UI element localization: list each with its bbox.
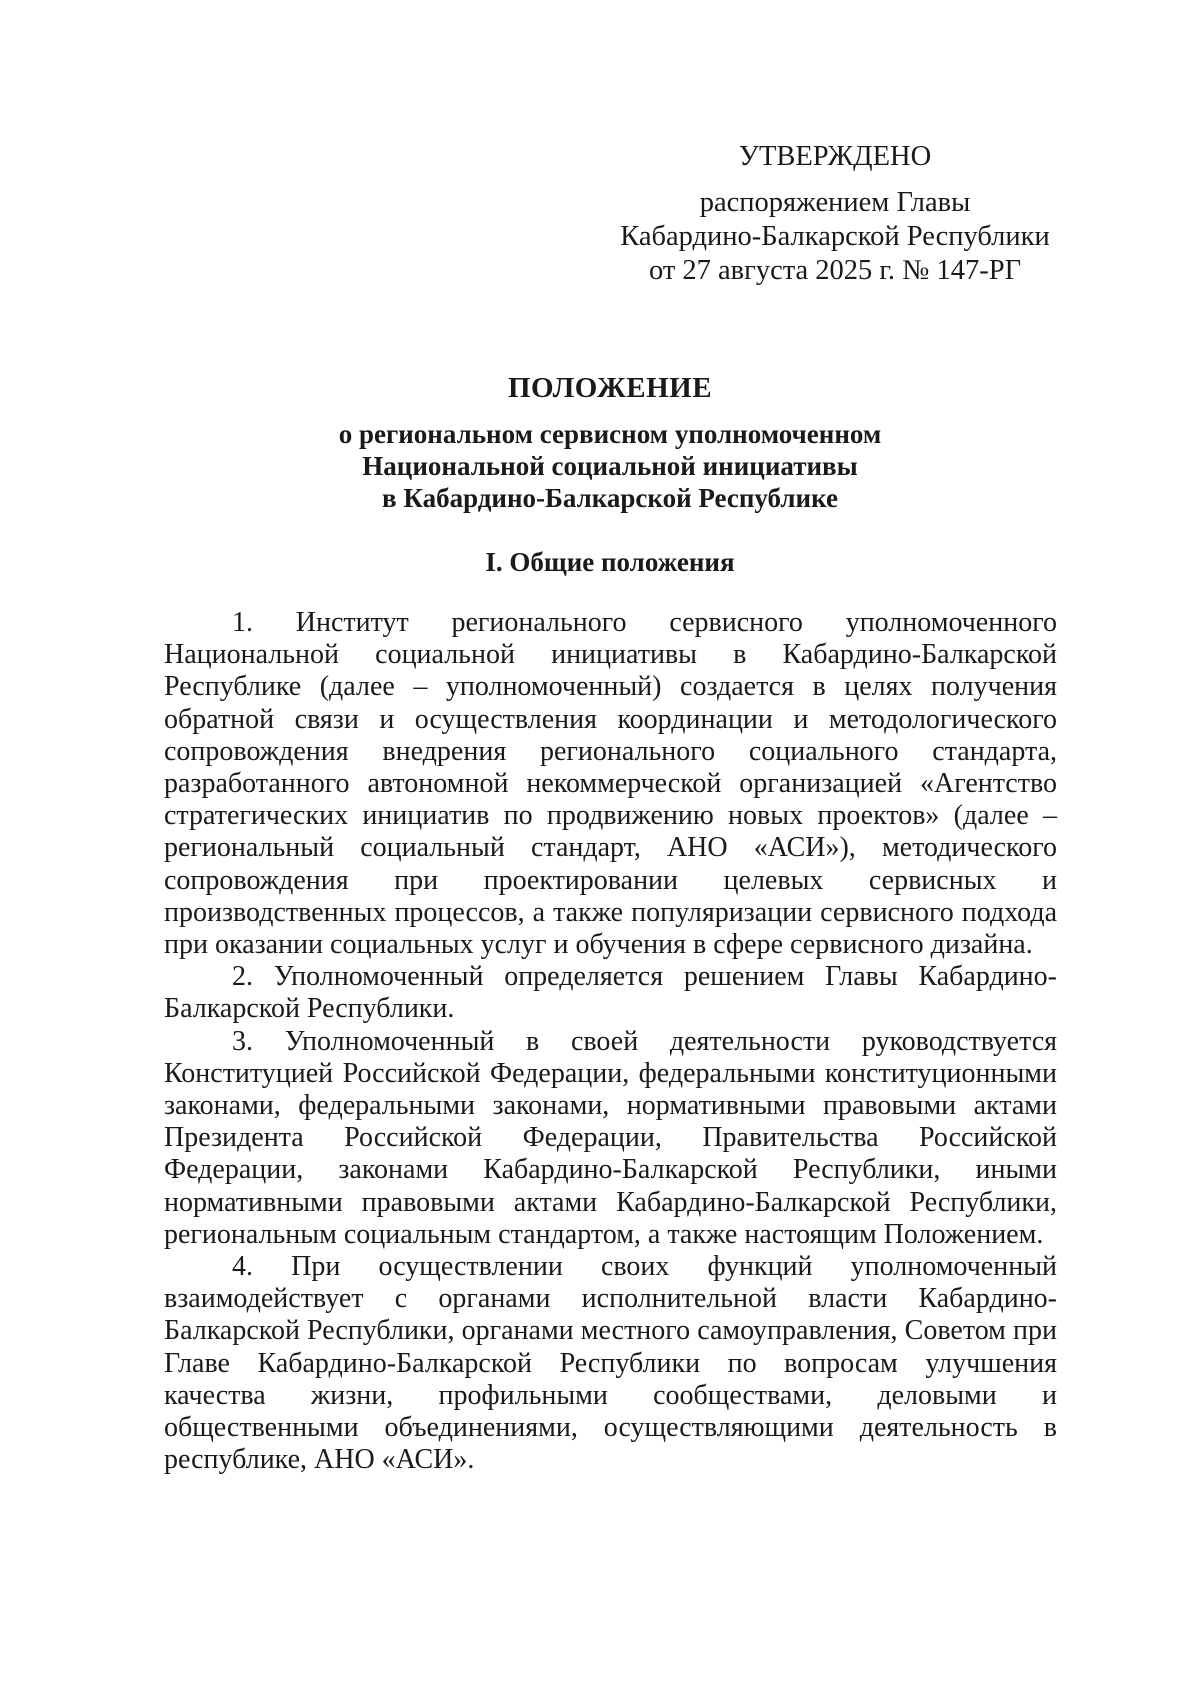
approval-title: УТВЕРЖДЕНО bbox=[738, 141, 932, 172]
paragraph-3: 3. Уполномоченный в своей деятельности руководствуется Конституцией Российской Федерации, федеральными конституционными законами, федеральными законами, нормативными правовыми актами Президента Российской Федерации, Правительства Российской Федерации, законами Кабардино-Балкарской Республики, иными нормативными правовыми актами Кабардино-Балкарской Республики, региональным социальным стандартом, а также настоящим Положением. bbox=[164, 1025, 1057, 1250]
document-subtitle-line-1: о региональном сервисном уполномоченном bbox=[338, 419, 882, 449]
approval-stamp bbox=[600, 140, 1070, 288]
approval-line-republic: Кабардино-Балкарской Республики bbox=[620, 221, 1050, 252]
section-title: I. Общие положения bbox=[485, 547, 735, 577]
paragraph-1: 1. Институт регионального сервисного уполномоченного Национальной социальной инициативы в Кабардино-Балкарской Республике (далее – уполномоченный) создается в целях получения обратной связи и осуществления координации и методологического сопровождения внедрения регионального социального стандарта, разработанного автономной некоммерческой организацией «Агентство стратегических инициатив по продвижению новых проектов» (далее – региональный социальный стандарт, АНО «АСИ»), методического сопровождения при проектировании целевых сервисных и производственных процессов, а также популяризации сервисного подхода при оказании социальных услуг и обучения в сфере сервисного дизайна. bbox=[164, 607, 1057, 961]
document-title: ПОЛОЖЕНИЕ bbox=[507, 372, 713, 404]
paragraph-4: 4. При осуществлении своих функций уполномоченный взаимодействует с органами исполнительной власти Кабардино-Балкарской Республики, органами местного самоуправления, Советом при Главе Кабардино-Балкарской Республики по вопросам улучшения качества жизни, профильными сообществами, деловыми и общественными объединениями, осуществляющими деятельность в республике, АНО «АСИ». bbox=[164, 1251, 1057, 1476]
approval-line-order: распоряжением Главы bbox=[699, 187, 971, 218]
document-subtitle-line-2: Национальной социальной инициативы bbox=[362, 451, 858, 481]
document-subtitle-line-3: в Кабардино-Балкарской Республике bbox=[382, 483, 838, 513]
approval-line-date: от 27 августа 2025 г. № 147-РГ bbox=[648, 255, 1022, 286]
document-body bbox=[164, 607, 1057, 1476]
document-heading bbox=[160, 370, 1060, 514]
paragraph-2: 2. Уполномоченный определяется решением Главы Кабардино-Балкарской Республики. bbox=[164, 961, 1057, 1025]
